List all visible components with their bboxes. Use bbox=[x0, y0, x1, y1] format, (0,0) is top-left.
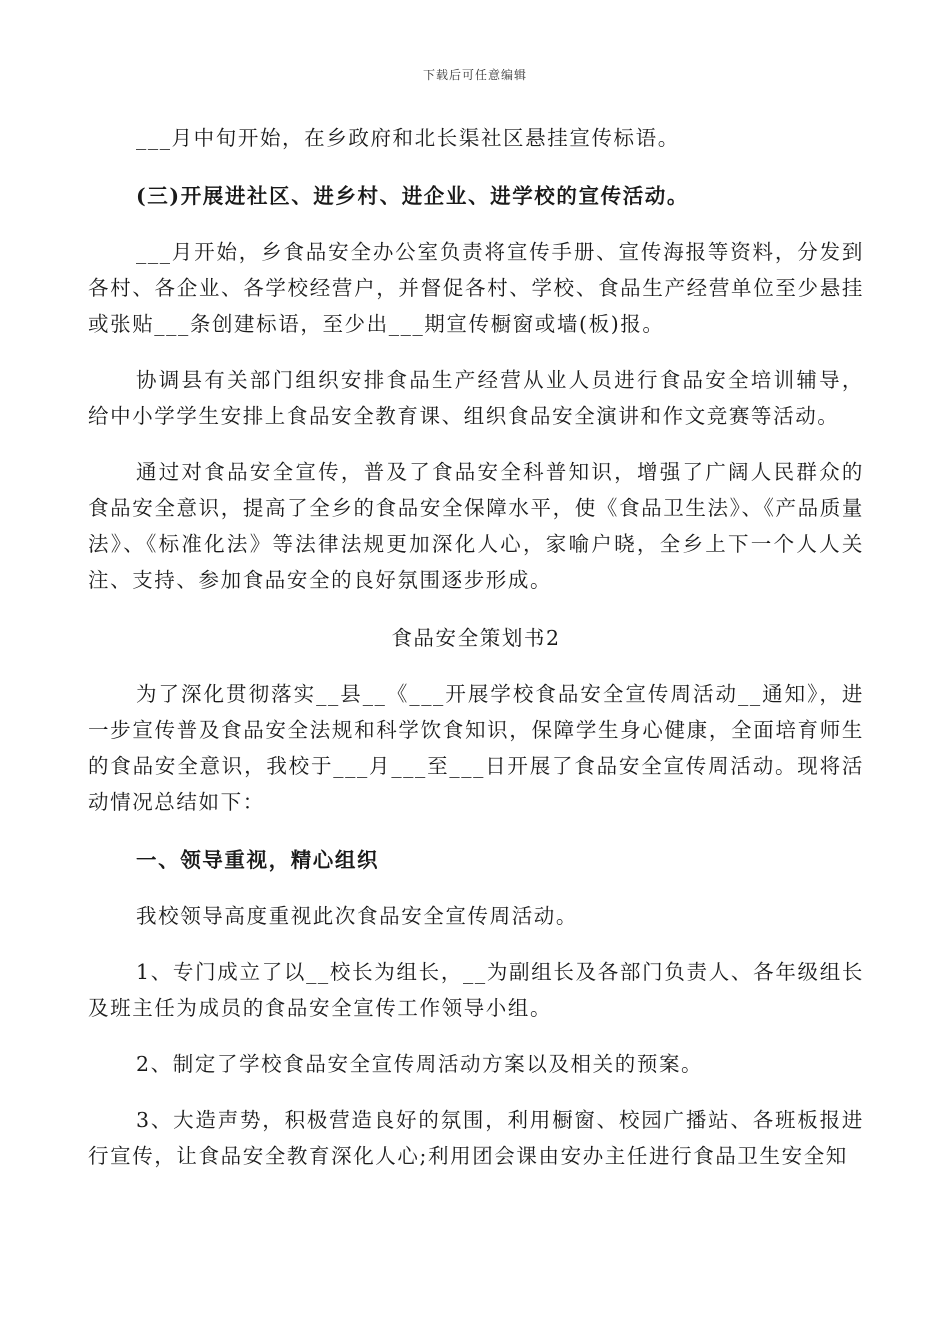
paragraph-materials: ___月开始，乡食品安全办公室负责将宣传手册、宣传海报等资料，分发到各村、各企业、各学校经营户，并督促各村、学校、食品生产经营单位至少悬挂或张贴___条创建标语，至少出___期宣传橱窗或墙(板)报。 bbox=[88, 240, 864, 336]
list-item-2: 2、制定了学校食品安全宣传周活动方案以及相关的预案。 bbox=[136, 1052, 704, 1076]
page-header-note: 下载后可任意编辑 bbox=[422, 68, 527, 82]
list-item-1: 1、专门成立了以__校长为组长，__为副组长及各部门负责人、各年级组长及班主任为成员的食品安全宣传工作领导小组。 bbox=[88, 960, 864, 1020]
section-heading-leadership: 一、领导重视，精心组织 bbox=[136, 848, 380, 872]
document-body bbox=[88, 116, 864, 1174]
paragraph-slogans: ___月中旬开始，在乡政府和北长渠社区悬挂宣传标语。 bbox=[136, 126, 680, 150]
paragraph-leadership: 我校领导高度重视此次食品安全宣传周活动。 bbox=[136, 904, 578, 928]
section-heading-outreach: (三)开展进社区、进乡村、进企业、进学校的宣传活动。 bbox=[136, 184, 689, 208]
paragraph-intro: 为了深化贯彻落实__县__《___开展学校食品安全宣传周活动__通知》，进一步宣传普及食品安全法规和科学饮食知识，保障学生身心健康，全面培育师生的食品安全意识，我校于___月___至___日开展了食品安全宣传周活动。现将活动情况总结如下： bbox=[88, 682, 864, 814]
paragraph-training: 协调县有关部门组织安排食品生产经营从业人员进行食品安全培训辅导，给中小学学生安排上食品安全教育课、组织食品安全演讲和作文竞赛等活动。 bbox=[88, 368, 864, 428]
paragraph-results: 通过对食品安全宣传，普及了食品安全科普知识，增强了广阔人民群众的食品安全意识，提高了全乡的食品安全保障水平，使《食品卫生法》、《产品质量法》、《标准化法》等法律法规更加深化人心，家喻户晓，全乡上下一个人人关注、支持、参加食品安全的良好氛围逐步形成。 bbox=[88, 460, 864, 592]
list-item-3: 3、大造声势，积极营造良好的氛围，利用橱窗、校园广播站、各班板报进行宣传，让食品安全教育深化人心;利用团会课由安办主任进行食品卫生安全知 bbox=[88, 1108, 864, 1168]
document-title: 食品安全策划书2 bbox=[391, 626, 561, 650]
